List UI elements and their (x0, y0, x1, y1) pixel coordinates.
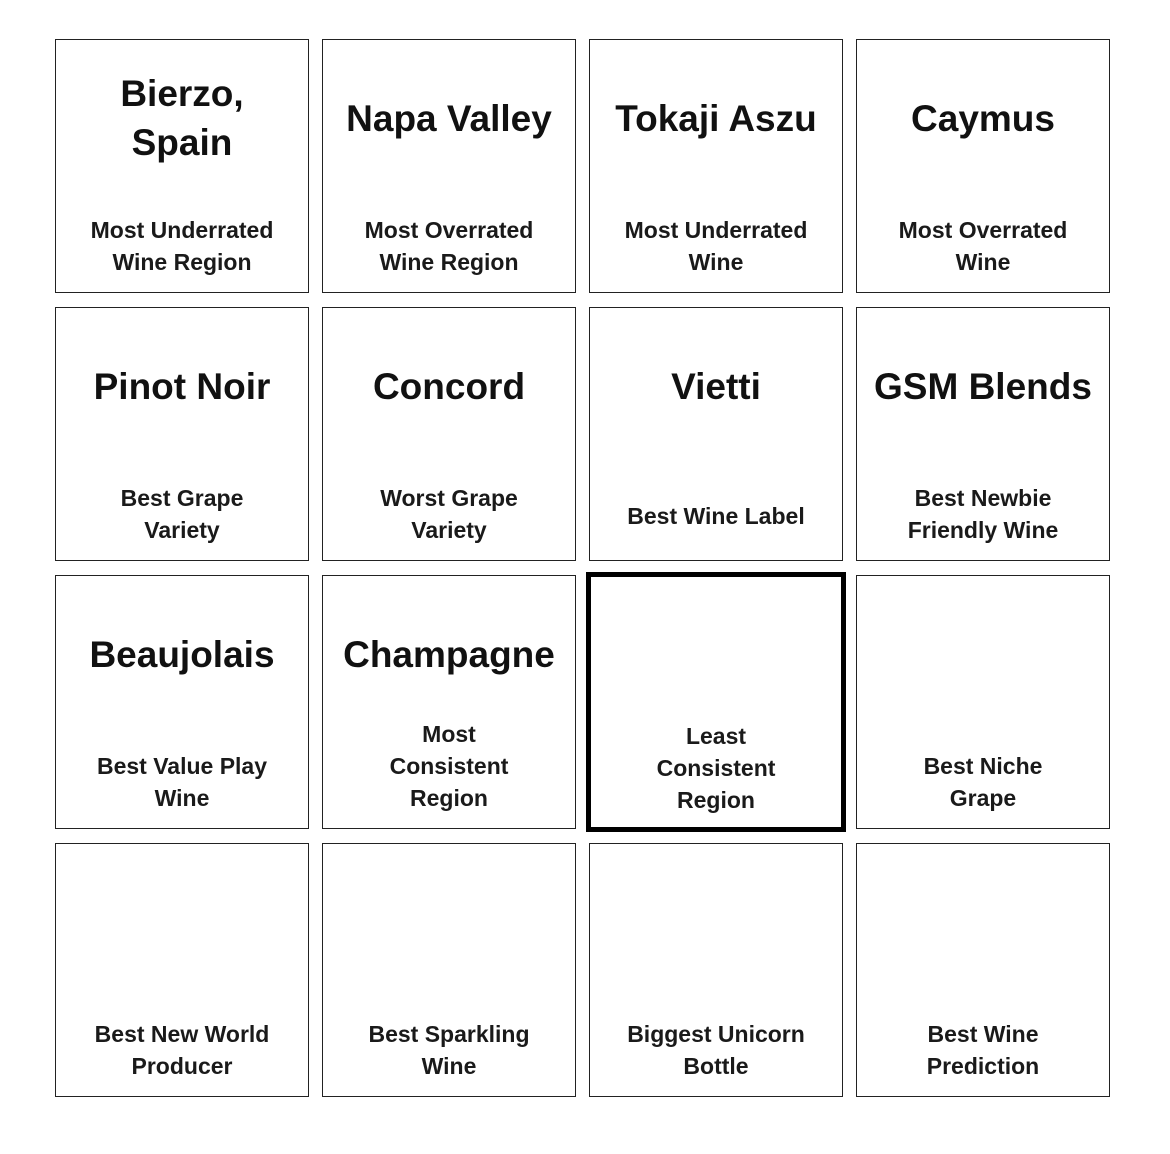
cell-category: Best Newbie Friendly Wine (907, 485, 1059, 543)
cell-title: Vietti (671, 365, 761, 407)
cell-title (590, 874, 842, 970)
cell-category: Best New World Producer (94, 1021, 270, 1079)
cell-category: Best Sparkling Wine (368, 1021, 530, 1079)
bingo-cell[interactable] (856, 575, 1110, 829)
cell-category: Best Grape Variety (120, 485, 244, 543)
bingo-cell[interactable] (856, 307, 1110, 561)
bingo-cell[interactable] (322, 575, 576, 829)
bingo-grid (55, 39, 1110, 1097)
bingo-cell[interactable] (55, 843, 309, 1097)
cell-title: Concord (372, 365, 526, 407)
bingo-cell[interactable] (55, 307, 309, 561)
cell-title: Beaujolais (89, 633, 275, 675)
bingo-cell[interactable] (322, 307, 576, 561)
cell-title: Pinot Noir (93, 365, 271, 407)
bingo-cell[interactable] (322, 843, 576, 1097)
bingo-cell[interactable] (856, 843, 1110, 1097)
cell-title: Champagne (343, 633, 555, 675)
cell-category: Most Underrated Wine (624, 217, 808, 275)
bingo-cell[interactable] (856, 39, 1110, 293)
cell-title (591, 604, 841, 700)
cell-title: Napa Valley (346, 97, 552, 139)
bingo-cell[interactable] (322, 39, 576, 293)
bingo-cell-selected[interactable] (586, 572, 846, 832)
bingo-cell[interactable] (589, 307, 843, 561)
bingo-cell[interactable] (589, 39, 843, 293)
cell-category: Best Wine Label (627, 503, 805, 529)
cell-category: Most Overrated Wine Region (364, 217, 534, 275)
cell-category: Best Wine Prediction (926, 1021, 1040, 1079)
bingo-cell[interactable] (55, 39, 309, 293)
cell-title (56, 874, 308, 970)
cell-title: Tokaji Aszu (615, 97, 817, 139)
cell-category: Worst Grape Variety (380, 485, 518, 543)
cell-title: Caymus (911, 97, 1055, 139)
cell-category: Biggest Unicorn Bottle (627, 1021, 805, 1079)
cell-category: Most Underrated Wine Region (90, 217, 274, 275)
cell-title: Bierzo, Spain (120, 73, 244, 163)
cell-title (857, 874, 1109, 970)
cell-title (857, 606, 1109, 702)
bingo-cell[interactable] (589, 843, 843, 1097)
cell-category: Best Value Play Wine (96, 753, 268, 811)
bingo-cell[interactable] (55, 575, 309, 829)
cell-category: Most Consistent Region (389, 721, 509, 811)
cell-title (323, 874, 575, 970)
cell-title: GSM Blends (874, 365, 1092, 407)
cell-category: Most Overrated Wine (898, 217, 1068, 275)
cell-category: Least Consistent Region (656, 723, 776, 813)
cell-category: Best Niche Grape (923, 753, 1043, 811)
